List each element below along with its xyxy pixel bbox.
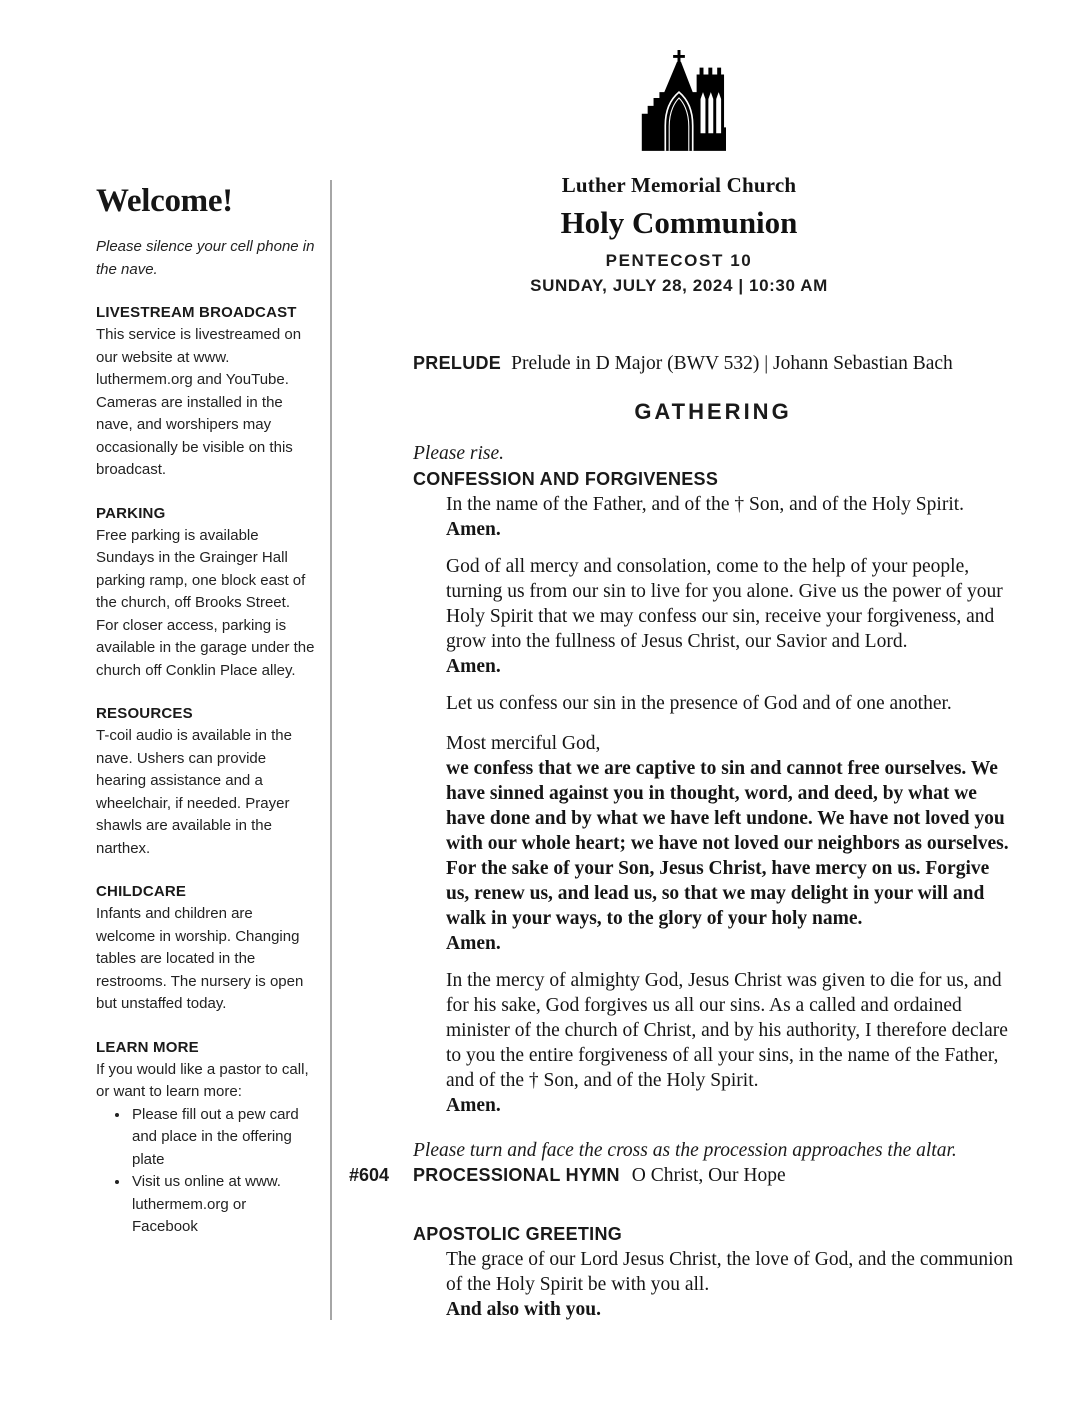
sidebar-section-parking xyxy=(96,503,316,683)
greeting-response: And also with you. xyxy=(446,1299,601,1320)
section-heading: CHILDCARE xyxy=(96,883,187,900)
section-body: This service is livestreamed on our website at www. luthermem.org and YouTube. Cameras are installed in the nave, and worshipers may occasionally be visible on this broadcast. xyxy=(96,326,302,478)
rubric-please-rise: Please rise. xyxy=(413,443,504,464)
section-heading: RESOURCES xyxy=(96,705,193,722)
amen-response: Amen. xyxy=(446,656,501,677)
absolution-text: In the mercy of almighty God, Jesus Christ was given to die for us, and for his sake, God forgives us all our sins. As a called and ordained minister of the church of Christ, and by his authority, I therefore declare to you the entire forgiveness of all your sins, in the name of the Father, and of the † Son, and of the Holy Spirit. xyxy=(446,970,1008,1091)
hymn-title: O Christ, Our Hope xyxy=(631,1165,786,1186)
prelude-line xyxy=(413,351,1013,376)
amen-response: Amen. xyxy=(446,1095,501,1116)
learn-more-bullet-list xyxy=(96,1104,316,1239)
amen-response: Amen. xyxy=(446,933,501,954)
absolution-block xyxy=(446,968,1013,1118)
list-item: • Please fill out a pew card and place in the offering plate xyxy=(130,1104,316,1172)
confession-intro: Most merciful God, xyxy=(446,733,601,754)
apostolic-greeting-heading: APOSTOLIC GREETING xyxy=(413,1224,623,1244)
sidebar-section-childcare xyxy=(96,881,316,1016)
confession-heading: CONFESSION AND FORGIVENESS xyxy=(413,469,719,489)
rubric-procession: Please turn and face the cross as the procession approaches the altar. xyxy=(413,1140,957,1161)
mercy-prayer-text: God of all mercy and consolation, come to the help of your people, turning us from our sin to live for you alone. Give us the power of your Holy Spirit that we may confess our sin, receive your forgiveness, and grow into the fullness of Jesus Christ, our Savior and Lord. xyxy=(446,556,1003,652)
gathering-heading: GATHERING xyxy=(634,399,792,424)
confession-text: we confess that we are captive to sin and cannot free ourselves. We have sinned against you in thought, word, and deed, by what we have done and by what we have left undone. We have not loved you with our whole heart; we have not loved our neighbors as ourselves. For the sake of your Son, Jesus Christ, have mercy on us. Forgive us, renew us, and lead us, so that we may delight in your will and walk in your ways, to the glory of your holy name. xyxy=(446,758,1009,929)
sidebar-section-resources xyxy=(96,703,316,860)
service-title: Holy Communion xyxy=(560,205,798,240)
greeting-text: The grace of our Lord Jesus Christ, the love of God, and the communion of the Holy Spirit be with you all. xyxy=(446,1249,1013,1295)
amen-response: Amen. xyxy=(446,519,501,540)
section-body: T-coil audio is available in the nave. Ushers can provide hearing assistance and a wheelchair, if needed. Prayer shawls are available in the narthex. xyxy=(96,727,292,857)
list-item: • Visit us online at www. luthermem.org or Facebook xyxy=(130,1171,316,1239)
mercy-prayer-block xyxy=(446,554,1013,679)
section-heading: LIVESTREAM BROADCAST xyxy=(96,304,297,321)
prelude-label: PRELUDE xyxy=(413,353,502,373)
confession-prayer-block xyxy=(446,731,1013,956)
order-of-service xyxy=(349,351,1013,1322)
apostolic-greeting-block xyxy=(446,1247,1013,1322)
confession-invitation: Let us confess our sin in the presence of God and of one another. xyxy=(446,693,952,714)
column-divider xyxy=(330,180,332,1320)
date-line: SUNDAY, JULY 28, 2024 | 10:30 AM xyxy=(530,276,828,295)
invocation-text: In the name of the Father, and of the † Son, and of the Holy Spirit. xyxy=(446,494,965,515)
sidebar-section-learn-more xyxy=(96,1037,316,1239)
hymn-number: #604 xyxy=(349,1165,390,1185)
section-heading: PARKING xyxy=(96,504,166,522)
section-body: If you would like a pastor to call, or want to learn more: xyxy=(96,1060,309,1100)
church-logo-icon xyxy=(632,46,726,152)
processional-hymn-line xyxy=(349,1163,1013,1188)
invocation-block xyxy=(446,492,1013,542)
welcome-sidebar xyxy=(96,183,316,1239)
section-body: Infants and children are welcome in worship. Changing tables are located in the restrooms. The nursery is open but unstaffed today. xyxy=(96,905,304,1012)
section-body: Free parking is available Sundays in the Grainger Hall parking ramp, one block east of the church, off Brooks Street. For closer access, parking is available in the garage under the church off Conklin Place alley. xyxy=(96,526,315,679)
church-name: Luther Memorial Church xyxy=(561,173,797,197)
season-line: PENTECOST 10 xyxy=(605,251,753,270)
sidebar-title: Welcome! xyxy=(96,183,233,219)
bulletin-header xyxy=(352,46,1006,296)
hymn-label: PROCESSIONAL HYMN xyxy=(413,1165,620,1185)
section-heading: LEARN MORE xyxy=(96,1038,199,1056)
prelude-title: Prelude in D Major (BWV 532) | Johann Sebastian Bach xyxy=(511,353,953,374)
silence-note: Please silence your cell phone in the nave. xyxy=(96,238,315,278)
sidebar-section-livestream xyxy=(96,302,316,482)
